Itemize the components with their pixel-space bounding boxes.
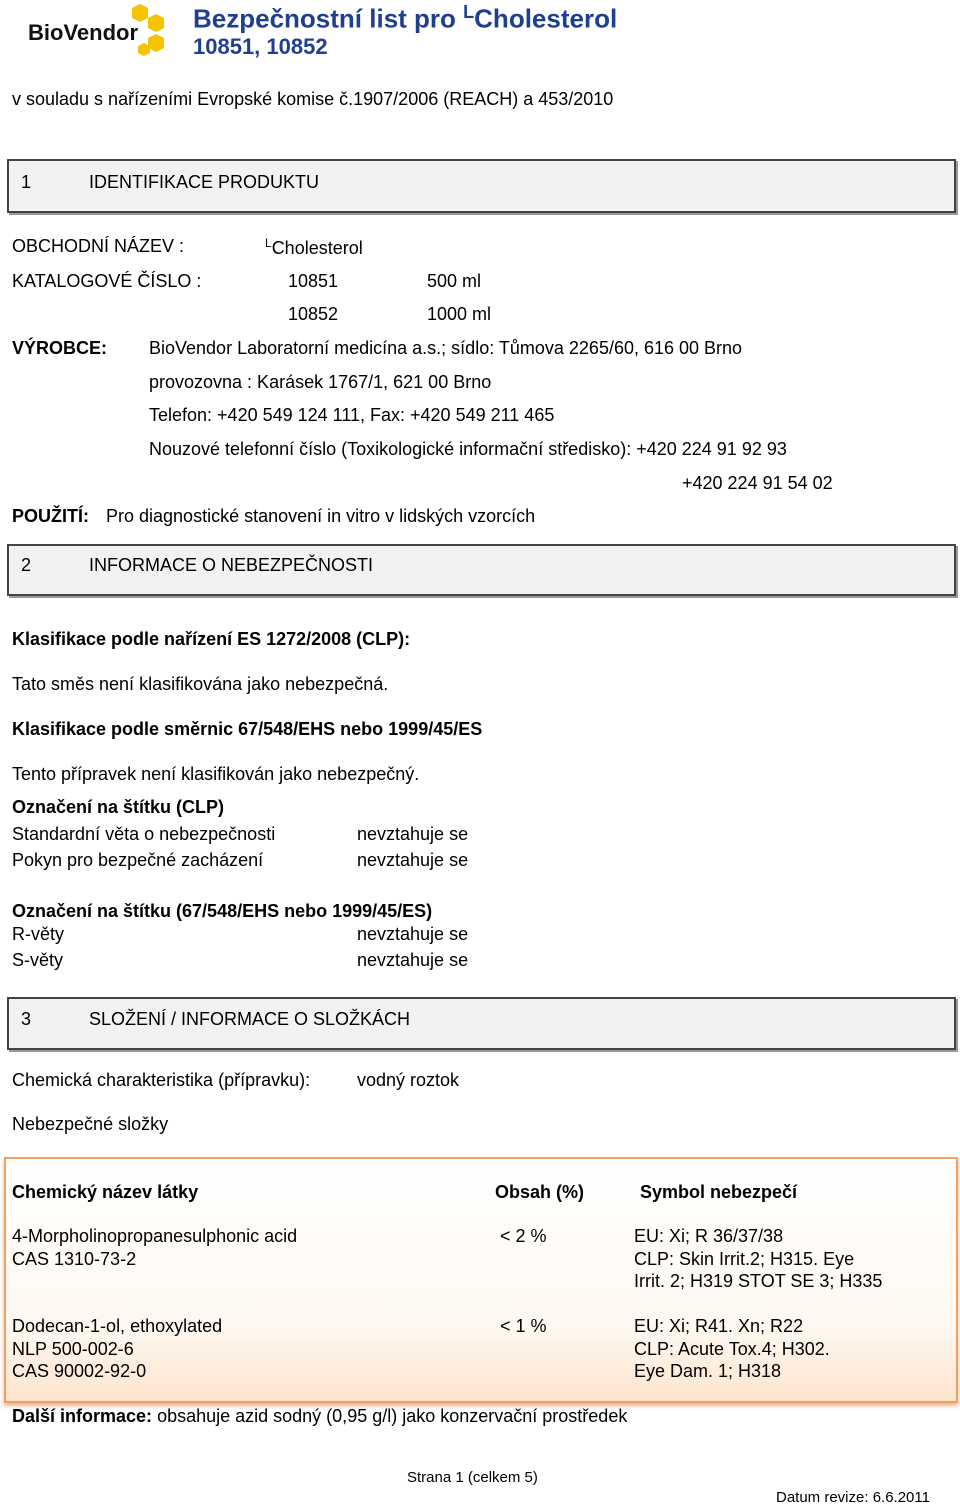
extra-info: [12, 1406, 627, 1428]
label-row-value: nevztahuje se: [357, 824, 469, 844]
table-header: Chemický název látky: [12, 1182, 199, 1202]
section-2-header: [7, 544, 956, 596]
table-cell: < 1 %: [500, 1316, 547, 1336]
section-2-label: INFORMACE O NEBEZPEČNOSTI: [89, 555, 374, 575]
chemical-characteristic-value: vodný roztok: [357, 1070, 460, 1090]
document-title: [193, 2, 617, 35]
section-3-number: 3: [21, 1009, 32, 1029]
label-row-label: R-věty: [12, 924, 65, 944]
title-name: Cholesterol: [474, 3, 618, 34]
table-cell: EU: Xi; R41. Xn; R22: [634, 1316, 804, 1336]
manufacturer-line: provozovna : Karásek 1767/1, 621 00 Brno: [149, 372, 492, 392]
trade-name-label: OBCHODNÍ NÁZEV :: [12, 236, 185, 256]
table-cell: Dodecan-1-ol, ethoxylated: [12, 1316, 223, 1336]
manufacturer-line: +420 224 91 54 02: [682, 473, 833, 493]
title-prefix: Bezpečnostní list pro: [193, 3, 464, 34]
table-cell: Eye Dam. 1; H318: [634, 1361, 782, 1381]
manufacturer-line: Telefon: +420 549 124 111, Fax: +420 549 211 465: [149, 405, 555, 425]
directive-text: Tento přípravek není klasifikován jako nebezpečný.: [12, 764, 420, 784]
use-label: POUŽITÍ:: [12, 506, 89, 526]
label-row-value: nevztahuje se: [357, 950, 469, 970]
table-cell: CLP: Acute Tox.4; H302.: [634, 1339, 830, 1359]
title-super: L: [463, 2, 475, 22]
section-3-header: [7, 997, 956, 1050]
table-cell: Irrit. 2; H319 STOT SE 3; H335: [634, 1271, 883, 1291]
catalog-label: KATALOGOVÉ ČÍSLO :: [12, 271, 202, 291]
section-1-label: IDENTIFIKACE PRODUKTU: [89, 172, 320, 192]
table-cell: CAS 1310-73-2: [12, 1249, 137, 1269]
section-1-number: 1: [21, 172, 32, 192]
table-cell: CLP: Skin Irrit.2; H315. Eye: [634, 1249, 855, 1269]
section-2-number: 2: [21, 555, 32, 575]
label-row-value: nevztahuje se: [357, 850, 469, 870]
extra-info-text: obsahuje azid sodný (0,95 g/l) jako konzervační prostředek: [157, 1406, 628, 1426]
catalog-volume: 1000 ml: [427, 304, 492, 324]
chemical-characteristic-label: Chemická charakteristika (přípravku):: [12, 1070, 311, 1090]
clp-text: Tato směs není klasifikována jako nebezpečná.: [12, 674, 389, 694]
manufacturer-line: BioVendor Laboratorní medicína a.s.; sídlo: Tůmova 2265/60, 616 00 Brno: [149, 338, 743, 358]
trade-name-value: Cholesterol: [271, 238, 363, 258]
hazard-components-heading: Nebezpečné složky: [12, 1114, 169, 1134]
table-header: Obsah (%): [495, 1182, 585, 1202]
directive-heading: Klasifikace podle směrnic 67/548/EHS nebo 1999/45/ES: [12, 719, 483, 739]
table-cell: 4-Morpholinopropanesulphonic acid: [12, 1226, 298, 1246]
catalog-volume: 500 ml: [427, 271, 482, 291]
label-row-value: nevztahuje se: [357, 924, 469, 944]
label-row-label: S-věty: [12, 950, 64, 970]
regulation-text: v souladu s nařízeními Evropské komise č.1907/2006 (REACH) a 453/2010: [12, 89, 614, 109]
section-3-label: SLOŽENÍ / INFORMACE O SLOŽKÁCH: [89, 1009, 411, 1029]
logo-text: BioVendor: [28, 20, 139, 45]
table-cell: EU: Xi; R 36/37/38: [634, 1226, 784, 1246]
label-directive-heading: Označení na štítku (67/548/EHS nebo 1999/45/ES): [12, 901, 433, 921]
table-header: Symbol nebezpečí: [640, 1182, 798, 1202]
table-cell: < 2 %: [500, 1226, 547, 1246]
document-subtitle: 10851, 10852: [193, 34, 328, 59]
clp-heading: Klasifikace podle nařízení ES 1272/2008 (CLP):: [12, 629, 411, 649]
manufacturer-label: VÝROBCE:: [12, 338, 108, 358]
label-clp-heading: Označení na štítku (CLP): [12, 797, 225, 817]
catalog-number: 10852: [288, 304, 339, 324]
trade-name-super: L: [265, 236, 272, 250]
table-cell: NLP 500-002-6: [12, 1339, 134, 1359]
catalog-number: 10851: [288, 271, 339, 291]
label-row-label: Pokyn pro bezpečné zacházení: [12, 850, 264, 870]
page-number: Strana 1 (celkem 5): [407, 1469, 538, 1486]
use-text: Pro diagnostické stanovení in vitro v lidských vzorcích: [106, 506, 536, 526]
manufacturer-line: Nouzové telefonní číslo (Toxikologické informační středisko): +420 224 91 92 93: [149, 439, 787, 459]
extra-info-label: Další informace:: [12, 1406, 153, 1426]
table-cell: CAS 90002-92-0: [12, 1361, 147, 1381]
section-1-header: [7, 159, 956, 213]
revision-date: Datum revize: 6.6.2011: [776, 1489, 930, 1506]
label-row-label: Standardní věta o nebezpečnosti: [12, 824, 276, 844]
trade-name: [265, 236, 363, 260]
